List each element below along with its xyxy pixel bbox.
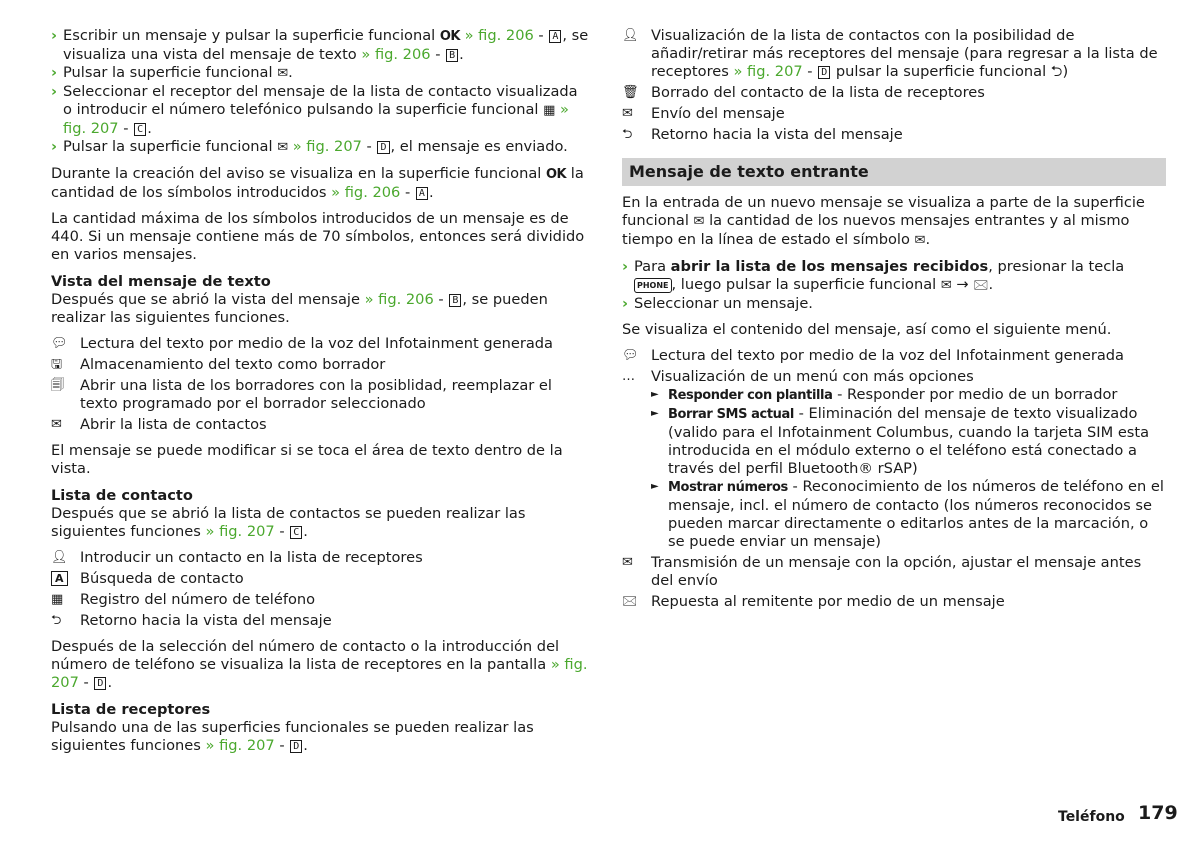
envelope-icon: ✉ <box>693 214 705 229</box>
list-item: 🖂 Repuesta al remitente por medio de un mensaje <box>622 593 1005 610</box>
keypad-icon: ▦ <box>543 103 556 118</box>
fig-ref[interactable]: » fig. 207 <box>292 138 362 155</box>
forward-message-icon: ✉ <box>622 555 633 570</box>
footer-chapter: Teléfono <box>1058 809 1125 825</box>
section-title: Mensaje de texto entrante <box>622 158 1166 186</box>
sub-list-item: ► Borrar SMS actual - Eliminación del mensaje de texto visualizado (valido para el Infotainment Columbus, cuando la tarjeta SIM esta introducida en el módulo externo o el teléfono está conectado a través del perfil Bluetooth® rSAP) <box>651 405 1150 477</box>
list-item: A Búsqueda de contacto <box>51 570 591 588</box>
step-1: › Para abrir la lista de los mensajes recibidos, presionar la tecla PHONE , luego pulsar la superficie funcional ✉ → 🖂. <box>622 258 1125 293</box>
send-icon: ✉ <box>622 106 633 121</box>
vista-function-list <box>51 335 591 434</box>
menu-function-list <box>622 347 1166 611</box>
trash-icon: 🗑︎ <box>622 85 639 100</box>
paragraph: Después que se abrió la vista del mensaje » fig. 206 - B , se pueden realizar las siguientes funciones. <box>51 291 548 326</box>
sub-list-item: ► Responder con plantilla - Responder por medio de un borrador <box>651 386 1118 403</box>
step-3: › Seleccionar el receptor del mensaje de la lista de contacto visualizada o introducir el número telefónico pulsando la superficie funcional ▦ » fig. 207 - C . <box>51 83 578 137</box>
heading-receptores: Lista de receptores <box>51 701 211 718</box>
step-1: › Escribir un mensaje y pulsar la superficie funcional OK » fig. 206 - A , se visualiza una vista del mensaje de texto » fig. 206 - B . <box>51 27 589 63</box>
contacts-envelope-icon: ✉ <box>51 417 62 432</box>
person-icon: 👤︎ <box>51 550 68 565</box>
left-column <box>51 27 591 755</box>
paragraph: Después de la selección del número de contacto o la introducción del número de teléfono se visualiza la lista de receptores en la pantalla » fig. 207 - D . <box>51 638 588 691</box>
page-number: 179 <box>1138 802 1178 824</box>
list-item: 🖫 Almacenamiento del texto como borrador <box>51 356 386 373</box>
envelope-icon: ✉ <box>277 66 289 81</box>
list-item: 🗑︎ Borrado del contacto de la lista de receptores <box>622 84 985 101</box>
list-item: ▦ Registro del número de teléfono <box>51 591 316 608</box>
back-arrow-icon: ⮌ <box>622 127 633 142</box>
paragraph: El mensaje se puede modificar si se toca el área de texto dentro de la vista. <box>51 442 563 477</box>
search-letter-icon: A <box>51 570 73 588</box>
fig-ref[interactable]: » fig. 206 <box>361 46 431 63</box>
fig-ref[interactable]: » fig. 206 <box>464 27 534 44</box>
save-draft-icon: 🖫 <box>51 357 63 372</box>
heading-contacto: Lista de contacto <box>51 487 193 504</box>
step-4: › Pulsar la superficie funcional ✉ » fig. 207 - D , el mensaje es enviado. <box>51 138 568 155</box>
fig-ref[interactable]: » fig. 206 <box>364 291 434 308</box>
keypad-icon: ▦ <box>51 592 64 607</box>
fig-ref[interactable]: » fig. 206 <box>331 184 401 201</box>
fig-ref[interactable]: » fig. 207 <box>63 101 569 137</box>
list-item: 💬︎ Lectura del texto por medio de la voz del Infotainment generada <box>51 335 553 352</box>
paragraph: Se visualiza el contenido del mensaje, así como el siguiente menú. <box>622 321 1112 338</box>
inbox-icon: 🖂 <box>973 278 989 293</box>
step-2: › Pulsar la superficie funcional ✉. <box>51 64 293 81</box>
list-item: 💬︎ Lectura del texto por medio de la voz del Infotainment generada <box>622 347 1124 364</box>
fig-ref[interactable]: » fig. 207 <box>205 737 275 754</box>
step-2: › Seleccionar un mensaje. <box>622 295 813 312</box>
paragraph: En la entrada de un nuevo mensaje se visualiza a parte de la superficie funcional ✉ la cantidad de los nuevos mensajes entrantes y al mismo tiempo en la línea de estado el símbolo ✉. <box>622 194 1145 248</box>
list-item: ⮌ Retorno hacia la vista del mensaje <box>622 126 903 143</box>
contacto-function-list <box>51 549 591 630</box>
fig-ref[interactable]: » fig. 207 <box>205 523 275 540</box>
list-item: ✉ Transmisión de un mensaje con la opción, ajustar el mensaje antes del envío <box>622 554 1142 589</box>
list-item: ⮌ Retorno hacia la vista del mensaje <box>51 612 332 629</box>
paragraph: Pulsando una de las superficies funcionales se pueden realizar las siguientes funciones » fig. 207 - D . <box>51 719 534 754</box>
speech-bubble-icon: 💬︎ <box>622 348 639 363</box>
right-column <box>622 27 1166 611</box>
list-item: 🗐 Abrir una lista de los borradores con la posiblidad, reemplazar el texto programado por el borrador seleccionado <box>51 377 552 412</box>
list-item: … Visualización de un menú con más opciones ► Responder con plantilla - Responder por medio de un borrador ► Borrar SMS actual - Eliminación del mensaje de texto visualizado (valido para el Infotainment Columbus, cuando la tarjeta SIM esta introducida en el módulo externo o el teléfono está conectado a través del perfil Bluetooth® rSAP) ► Mostrar números - Reconocimiento de los números de teléfono en el mensaje, incl. el número de contacto (los números reconocidos se pueden marcar directamente o editarlos antes de la marcación, o se puede enviar un mensaje) <box>622 368 1166 551</box>
paragraph: Después que se abrió la lista de contactos se pueden realizar las siguientes funciones » fig. 207 - C . <box>51 505 526 540</box>
more-options-icon: … <box>622 369 635 384</box>
list-item: ✉ Envío del mensaje <box>622 105 785 122</box>
envelope-icon: ✉ <box>940 278 952 293</box>
fig-ref[interactable]: » fig. 207 <box>733 63 803 80</box>
sub-list-item: ► Mostrar números - Reconocimiento de los números de teléfono en el mensaje, incl. el número de contacto (los números reconocidos se pueden marcar directamente o editarlos antes de la marcación, o se puede enviar un mensaje) <box>651 478 1164 550</box>
speech-bubble-icon: 💬︎ <box>51 336 68 351</box>
phone-key-icon: PHONE <box>634 278 672 293</box>
heading-vista: Vista del mensaje de texto <box>51 273 271 290</box>
envelope-icon: ✉ <box>914 233 926 248</box>
fig-ref[interactable]: » fig. 207 <box>51 656 588 691</box>
open-drafts-icon: 🗐 <box>51 378 64 393</box>
back-arrow-icon: ⮌ <box>51 613 62 628</box>
person-icon: 👤︎ <box>622 28 639 43</box>
list-item: 👤︎ Introducir un contacto en la lista de receptores <box>51 549 423 566</box>
paragraph: La cantidad máxima de los símbolos introducidos de un mensaje es de 440. Si un mensaje contiene más de 70 símbolos, entonces será dividido en varios mensajes. <box>51 210 585 263</box>
send-icon: ✉ <box>277 140 289 155</box>
paragraph: Durante la creación del aviso se visualiza en la superficie funcional OK la cantidad de los símbolos introducidos » fig. 206 - A . <box>51 165 584 201</box>
receptores-function-list <box>622 27 1166 144</box>
list-item: ✉ Abrir la lista de contactos <box>51 416 267 433</box>
reply-message-icon: 🖂 <box>622 594 638 609</box>
list-item: 👤︎ Visualización de la lista de contactos con la posibilidad de añadir/retirar más receptores del mensaje (para regresar a la lista de receptores » fig. 207 - D pulsar la superficie funcional ⮌) <box>622 27 1158 80</box>
back-arrow-icon: ⮌ <box>1050 63 1063 80</box>
